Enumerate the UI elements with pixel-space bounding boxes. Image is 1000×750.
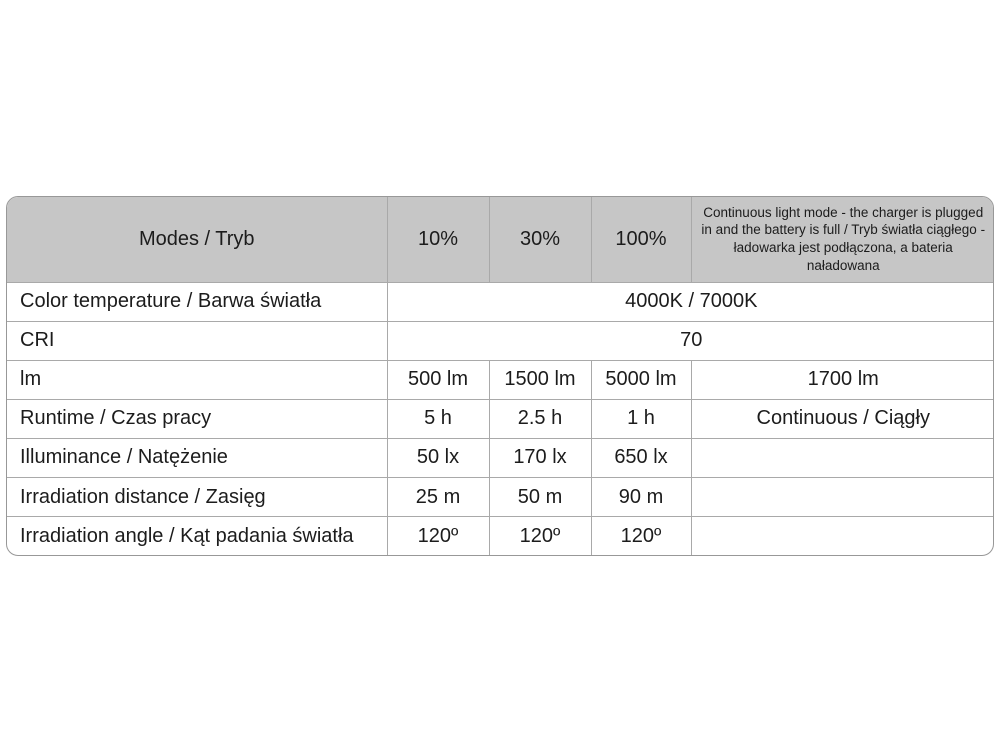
runtime-continuous: Continuous / Ciągły [691,399,994,438]
irradiation-angle-100: 120º [591,517,691,555]
header-mode-100: 100% [591,197,691,282]
runtime-100: 1 h [591,399,691,438]
irradiation-angle-label: Irradiation angle / Kąt padania światła [7,517,387,555]
header-mode-30: 30% [489,197,591,282]
header-continuous-mode: Continuous light mode - the charger is plugged in and the battery is full / Tryb światła ciągłego - ładowarka jest podłączona, a bateria naładowana [691,197,994,282]
irradiation-angle-10: 120º [387,517,489,555]
table-header-row [7,197,994,282]
irradiation-distance-continuous [691,478,994,517]
row-illuminance [7,438,994,477]
irradiation-distance-30: 50 m [489,478,591,517]
color-temperature-value: 4000K / 7000K [387,282,994,321]
irradiation-angle-30: 120º [489,517,591,555]
row-lumens [7,360,994,399]
irradiation-distance-10: 25 m [387,478,489,517]
irradiation-distance-100: 90 m [591,478,691,517]
lumens-10: 500 lm [387,360,489,399]
illuminance-continuous [691,438,994,477]
cri-label: CRI [7,321,387,360]
row-cri [7,321,994,360]
cri-value: 70 [387,321,994,360]
illuminance-label: Illuminance / Natężenie [7,438,387,477]
spec-table-container [6,196,994,556]
runtime-30: 2.5 h [489,399,591,438]
illuminance-30: 170 lx [489,438,591,477]
lumens-continuous: 1700 lm [691,360,994,399]
row-color-temperature [7,282,994,321]
irradiation-angle-continuous [691,517,994,555]
row-runtime [7,399,994,438]
illuminance-10: 50 lx [387,438,489,477]
illuminance-100: 650 lx [591,438,691,477]
header-modes: Modes / Tryb [7,197,387,282]
header-mode-10: 10% [387,197,489,282]
row-irradiation-distance [7,478,994,517]
runtime-10: 5 h [387,399,489,438]
irradiation-distance-label: Irradiation distance / Zasięg [7,478,387,517]
lumens-100: 5000 lm [591,360,691,399]
color-temperature-label: Color temperature / Barwa światła [7,282,387,321]
lumens-30: 1500 lm [489,360,591,399]
spec-table [7,197,994,555]
row-irradiation-angle [7,517,994,555]
lumens-label: lm [7,360,387,399]
runtime-label: Runtime / Czas pracy [7,399,387,438]
